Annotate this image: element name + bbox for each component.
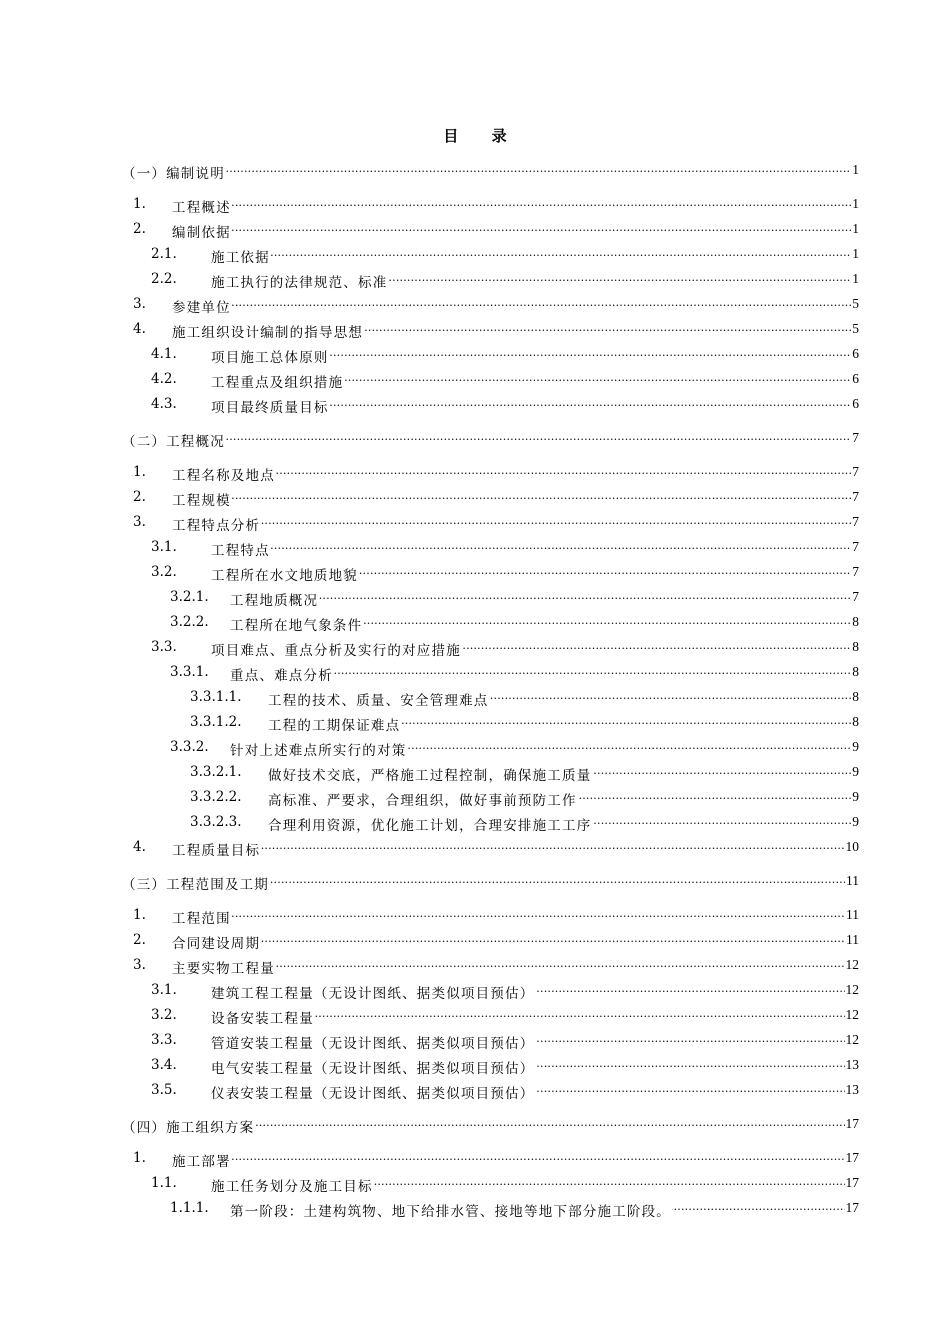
toc-entry-title: 施工任务划分及施工目标	[211, 1175, 374, 1195]
toc-entry-number: 3.3.	[151, 1032, 177, 1048]
toc-page-number: 11	[846, 907, 859, 922]
toc-page-number: 1	[852, 196, 859, 211]
toc-entry-title: 编制依据	[172, 221, 232, 241]
toc-dot-leader	[172, 196, 858, 210]
toc-entry[interactable]	[0, 812, 950, 832]
toc-entry-number: 4.	[133, 321, 146, 337]
toc-page-number: 11	[846, 873, 859, 888]
toc-entry-title: 工程名称及地点	[172, 464, 276, 484]
toc-entry-number: 3.4.	[151, 1057, 177, 1073]
toc-entry[interactable]	[0, 762, 950, 782]
toc-entry-title: （一）编制说明	[122, 162, 226, 182]
toc-dot-leader	[122, 162, 858, 176]
toc-page-number: 12	[845, 957, 859, 972]
toc-entry-number: 1.1.1.	[170, 1200, 209, 1216]
toc-page-number: 12	[845, 1032, 859, 1047]
toc-entry-title: 重点、难点分析	[230, 664, 334, 684]
toc-entry-title: 主要实物工程量	[172, 957, 276, 977]
toc-page-number: 8	[852, 614, 859, 629]
toc-entry[interactable]	[0, 537, 950, 557]
toc-entry-title: 项目施工总体原则	[211, 346, 330, 366]
toc-page-number: 1	[852, 271, 859, 286]
toc-entry[interactable]	[0, 160, 950, 180]
toc-entry-number: 3.3.2.	[170, 739, 209, 755]
toc-dot-leader	[172, 514, 858, 528]
toc-page-number: 13	[845, 1082, 859, 1097]
toc-entry-title: 管道安装工程量（无设计图纸、据类似项目预估）	[211, 1032, 535, 1052]
toc-page-number: 11	[846, 932, 859, 947]
toc-entry[interactable]	[0, 1030, 950, 1050]
toc-entry-title: 高标准、严要求，合理组织，做好事前预防工作	[268, 789, 578, 809]
toc-entry[interactable]	[0, 737, 950, 757]
toc-dot-leader	[172, 932, 858, 946]
toc-entry[interactable]	[0, 1055, 950, 1075]
toc-entry-number: 3.1.	[151, 982, 177, 998]
toc-entry[interactable]	[0, 1148, 950, 1168]
toc-entry-number: 1.	[133, 196, 146, 212]
toc-entry-title: 工程特点	[211, 539, 271, 559]
toc-entry-number: 2.	[133, 221, 146, 237]
toc-entry-title: 工程地质概况	[230, 589, 319, 609]
toc-dot-leader	[211, 539, 858, 553]
toc-dot-leader	[122, 430, 858, 444]
toc-entry-title: 工程的工期保证难点	[268, 714, 401, 734]
toc-page-number: 17	[845, 1200, 859, 1215]
toc-page-number: 6	[852, 371, 859, 386]
toc-entry-title: 做好技术交底，严格施工过程控制，确保施工质量	[268, 764, 592, 784]
toc-entry-title: 工程特点分析	[172, 514, 261, 534]
toc-page-number: 6	[852, 346, 859, 361]
toc-entry-title: 施工组织设计编制的指导思想	[172, 321, 364, 341]
toc-dot-leader	[230, 589, 858, 603]
toc-entry-number: 3.3.2.3.	[190, 814, 242, 830]
toc-entry[interactable]	[0, 712, 950, 732]
toc-page-number: 13	[845, 1057, 859, 1072]
toc-entry-title: 工程重点及组织措施	[211, 371, 344, 391]
toc-entry[interactable]	[0, 319, 950, 339]
toc-entry[interactable]	[0, 612, 950, 632]
toc-entry-title: 合理利用资源，优化施工计划，合理安排施工工序	[268, 814, 592, 834]
toc-entry-number: 4.1.	[151, 346, 177, 362]
toc-entry[interactable]	[0, 462, 950, 482]
toc-entry-title: 施工依据	[211, 246, 271, 266]
toc-entry-title: （二）工程概况	[122, 430, 226, 450]
toc-entry-number: 1.	[133, 464, 146, 480]
toc-entry-number: 3.2.	[151, 564, 177, 580]
toc-entry-title: 第一阶段：土建构筑物、地下给排水管、接地等地下部分施工阶段。	[230, 1200, 672, 1220]
toc-page-number: 5	[852, 296, 859, 311]
toc-entry-number: 3.2.	[151, 1007, 177, 1023]
toc-page-number: 8	[852, 689, 859, 704]
toc-entry-title: 工程规模	[172, 489, 232, 509]
toc-entry-number: 4.3.	[151, 396, 177, 412]
toc-entry-title: 设备安装工程量	[211, 1007, 315, 1027]
toc-page-number: 7	[852, 430, 859, 445]
toc-page-number: 5	[852, 321, 859, 336]
toc-entry-number: 3.2.1.	[170, 589, 209, 605]
toc-page-number: 1	[852, 221, 859, 236]
toc-entry[interactable]	[0, 394, 950, 414]
toc-entry-number: 4.2.	[151, 371, 177, 387]
toc-entry[interactable]	[0, 955, 950, 975]
toc-entry-number: 4.	[133, 839, 146, 855]
toc-dot-leader	[172, 839, 858, 853]
toc-entry-title: （四）施工组织方案	[122, 1116, 255, 1136]
toc-dot-leader	[172, 907, 858, 921]
toc-entry[interactable]	[0, 980, 950, 1000]
toc-page-number: 1	[852, 162, 859, 177]
toc-dot-leader	[211, 246, 858, 260]
toc-entry-title: 施工部署	[172, 1150, 232, 1170]
toc-entry[interactable]	[0, 487, 950, 507]
toc-entry-title: 建筑工程工程量（无设计图纸、据类似项目预估）	[211, 982, 535, 1002]
toc-entry-title: 施工执行的法律规范、标准	[211, 271, 388, 291]
toc-entry-number: 3.1.	[151, 539, 177, 555]
toc-entry-number: 2.1.	[151, 246, 177, 262]
toc-entry[interactable]	[0, 369, 950, 389]
toc-entry[interactable]	[0, 871, 950, 891]
toc-entry-number: 3.3.2.2.	[190, 789, 242, 805]
toc-page-number: 17	[845, 1150, 859, 1165]
toc-entry[interactable]	[0, 512, 950, 532]
toc-entry-title: 项目难点、重点分析及实行的对应措施	[211, 639, 462, 659]
toc-page-number: 1	[852, 246, 859, 261]
toc-page-number: 17	[845, 1116, 859, 1131]
toc-entry-title: 针对上述难点所实行的对策	[230, 739, 407, 759]
toc-page-number: 12	[845, 982, 859, 997]
toc-entry-title: （三）工程范围及工期	[122, 873, 270, 893]
toc-entry[interactable]	[0, 1173, 950, 1193]
toc-entry[interactable]	[0, 562, 950, 582]
toc-entry[interactable]	[0, 428, 950, 448]
toc-entry-title: 合同建设周期	[172, 932, 261, 952]
toc-entry-number: 3.3.1.2.	[190, 714, 242, 730]
toc-dot-leader	[172, 489, 858, 503]
toc-entry-title: 仪表安装工程量（无设计图纸、据类似项目预估）	[211, 1082, 535, 1102]
toc-entry-number: 3.3.2.1.	[190, 764, 242, 780]
toc-page-number: 9	[852, 789, 859, 804]
toc-entry-number: 1.	[133, 1150, 146, 1166]
toc-page-number: 9	[852, 764, 859, 779]
toc-entry[interactable]	[0, 344, 950, 364]
toc-page-number: 9	[852, 739, 859, 754]
toc-entry-title: 电气安装工程量（无设计图纸、据类似项目预估）	[211, 1057, 535, 1077]
toc-page-number: 8	[852, 714, 859, 729]
toc-page-number: 7	[852, 464, 859, 479]
toc-entry[interactable]	[0, 837, 950, 857]
toc-entry-number: 2.	[133, 932, 146, 948]
toc-entry-number: 3.	[133, 514, 146, 530]
toc-entry-title: 工程所在地气象条件	[230, 614, 363, 634]
toc-page-number: 9	[852, 814, 859, 829]
toc-title: 目 录	[443, 127, 521, 145]
toc-entry-number: 1.	[133, 907, 146, 923]
toc-entry[interactable]	[0, 787, 950, 807]
toc-entry-number: 3.2.2.	[170, 614, 209, 630]
toc-entry[interactable]	[0, 637, 950, 657]
toc-entry-title: 工程所在水文地质地貌	[211, 564, 359, 584]
toc-entry-title: 项目最终质量目标	[211, 396, 330, 416]
toc-entry[interactable]	[0, 905, 950, 925]
toc-entry-title: 工程质量目标	[172, 839, 261, 859]
toc-entry-number: 3.3.1.	[170, 664, 209, 680]
toc-entry[interactable]	[0, 1005, 950, 1025]
toc-entry[interactable]	[0, 269, 950, 289]
toc-page-number: 7	[852, 514, 859, 529]
toc-page-number: 8	[852, 664, 859, 679]
toc-entry-number: 3.3.1.1.	[190, 689, 242, 705]
toc-entry-title: 工程范围	[172, 907, 232, 927]
toc-entry[interactable]	[0, 1198, 950, 1218]
toc-entry[interactable]	[0, 219, 950, 239]
toc-dot-leader	[172, 1150, 858, 1164]
toc-entry[interactable]	[0, 662, 950, 682]
toc-entry-number: 1.1.	[151, 1175, 177, 1191]
toc-entry[interactable]	[0, 930, 950, 950]
toc-entry-number: 3.5.	[151, 1082, 177, 1098]
toc-entry-number: 2.2.	[151, 271, 177, 287]
toc-dot-leader	[172, 296, 858, 310]
toc-page-number: 6	[852, 396, 859, 411]
toc-entry-number: 3.	[133, 296, 146, 312]
toc-entry[interactable]	[0, 1114, 950, 1134]
toc-entry[interactable]	[0, 1080, 950, 1100]
toc-entry-title: 工程的技术、质量、安全管理难点	[268, 689, 490, 709]
toc-entry-title: 参建单位	[172, 296, 232, 316]
toc-entry-number: 2.	[133, 489, 146, 505]
toc-page-number: 17	[845, 1175, 859, 1190]
toc-entry-number: 3.3.	[151, 639, 177, 655]
toc-entry-title: 工程概述	[172, 196, 232, 216]
toc-page-number: 7	[852, 564, 859, 579]
toc-entry[interactable]	[0, 294, 950, 314]
toc-entry-number: 3.	[133, 957, 146, 973]
toc-page-number: 7	[852, 589, 859, 604]
toc-entry[interactable]	[0, 687, 950, 707]
toc-entry[interactable]	[0, 194, 950, 214]
toc-page-number: 7	[852, 539, 859, 554]
toc-page-number: 7	[852, 489, 859, 504]
toc-entry[interactable]	[0, 244, 950, 264]
toc-dot-leader	[172, 221, 858, 235]
toc-page-number: 10	[845, 839, 859, 854]
toc-page-number: 8	[852, 639, 859, 654]
toc-page-number: 12	[845, 1007, 859, 1022]
toc-entry[interactable]	[0, 587, 950, 607]
